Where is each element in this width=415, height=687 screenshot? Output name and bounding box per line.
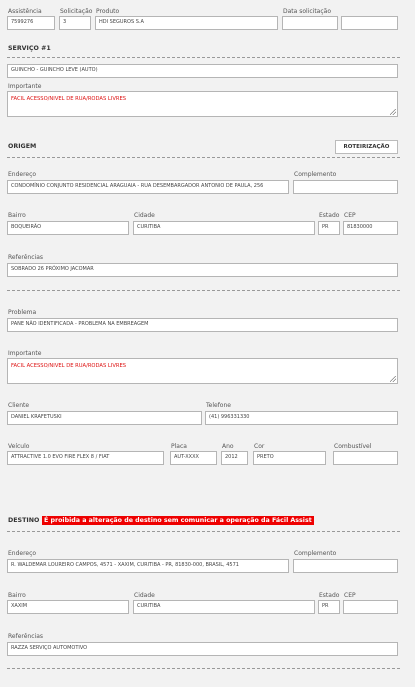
resize-grip-icon[interactable] (390, 109, 396, 115)
placa-label: Placa (171, 443, 187, 450)
origem-bairro-label: Bairro (8, 212, 26, 219)
origem-cep-label: CEP (344, 212, 356, 219)
ano-field[interactable]: 2012 (221, 451, 248, 465)
divider (7, 668, 400, 669)
destino-complemento-label: Complemento (294, 550, 337, 557)
destino-referencias-label: Referências (8, 633, 43, 640)
destino-endereco-field[interactable]: R. WALDEMAR LOUREIRO CAMPOS, 4571 - XAXIM, CURITIBA - PR, 81830-000, BRASIL, 4571 (7, 559, 289, 573)
origem-estado-label: Estado (319, 212, 340, 219)
divider (7, 157, 400, 158)
placa-field[interactable]: AUT-XXXX (170, 451, 217, 465)
divider (7, 290, 400, 291)
destino-warning-badge: É proibida a alteração de destino sem comunicar a operação da Fácil Assist (44, 517, 312, 524)
destino-bairro-field[interactable]: XAXIM (7, 600, 129, 614)
data-solicitacao-field[interactable] (282, 16, 338, 30)
destino-title: DESTINO (8, 517, 40, 524)
ano-label: Ano (222, 443, 234, 450)
origem-estado-field[interactable]: PR (318, 221, 340, 235)
servico-importante-label: Importante (8, 83, 42, 90)
problema-importante-label: Importante (8, 350, 42, 357)
roteirizacao-button[interactable]: ROTEIRIZAÇÃO (335, 140, 398, 154)
produto-field[interactable]: HDI SEGUROS S.A (95, 16, 278, 30)
origem-title: ORIGEM (8, 143, 37, 150)
origem-cep-field[interactable]: 81830000 (343, 221, 398, 235)
servico-importante-textarea[interactable] (7, 91, 398, 117)
solicitacao-label: Solicitação (60, 8, 93, 15)
veiculo-label: Veículo (8, 443, 30, 450)
combustivel-field[interactable] (333, 451, 398, 465)
telefone-label: Telefone (206, 402, 231, 409)
destino-cep-field[interactable] (343, 600, 398, 614)
produto-label: Produto (96, 8, 120, 15)
assistencia-label: Assistência (8, 8, 42, 15)
problema-label: Problema (8, 309, 37, 316)
servico-title: SERVIÇO #1 (8, 45, 51, 52)
origem-referencias-label: Referências (8, 254, 43, 261)
origem-bairro-field[interactable]: BOQUEIRÃO (7, 221, 129, 235)
assistencia-field[interactable]: 7599276 (7, 16, 55, 30)
solicitacao-field[interactable]: 3 (59, 16, 91, 30)
destino-estado-field[interactable]: PR (318, 600, 340, 614)
origem-referencias-field[interactable]: SOBRADO 26 PRÓXIMO JACOMAR (7, 263, 398, 277)
destino-cidade-field[interactable]: CURITIBA (133, 600, 315, 614)
origem-complemento-field[interactable] (293, 180, 398, 194)
cor-label: Cor (254, 443, 265, 450)
destino-estado-label: Estado (319, 592, 340, 599)
destino-cidade-label: Cidade (134, 592, 155, 599)
problema-importante-text: FACIL ACESSO/NIVEL DE RUA/RODAS LIVRES (11, 363, 127, 369)
origem-endereco-field[interactable]: CONDOMÍNIO CONJUNTO RESIDENCIAL ARAGUAIA - RUA DESEMBARGADOR ANTONIO DE PAULA, 256 (7, 180, 289, 194)
hora-solicitacao-field[interactable] (341, 16, 398, 30)
data-solicitacao-label: Data solicitação (283, 8, 332, 15)
telefone-field[interactable]: (41) 996331330 (205, 411, 398, 425)
problema-field[interactable]: PANE NÃO IDENTIFICADA - PROBLEMA NA EMBREAGEM (7, 318, 398, 332)
origem-endereco-label: Endereço (8, 171, 37, 178)
destino-referencias-field[interactable]: RAZZA SERVIÇO AUTOMOTIVO (7, 642, 398, 656)
cliente-field[interactable]: DANIEL KRAFETUSKI (7, 411, 202, 425)
origem-cidade-field[interactable]: CURITIBA (133, 221, 315, 235)
destino-cep-label: CEP (344, 592, 356, 599)
cliente-label: Cliente (8, 402, 30, 409)
divider (7, 57, 400, 58)
destino-complemento-field[interactable] (293, 559, 398, 573)
origem-complemento-label: Complemento (294, 171, 337, 178)
resize-grip-icon[interactable] (390, 376, 396, 382)
origem-cidade-label: Cidade (134, 212, 155, 219)
servico-importante-text: FACIL ACESSO/NIVEL DE RUA/RODAS LIVRES (11, 96, 127, 102)
destino-endereco-label: Endereço (8, 550, 37, 557)
cor-field[interactable]: PRETO (253, 451, 326, 465)
divider (7, 531, 400, 532)
problema-importante-textarea[interactable] (7, 358, 398, 384)
destino-bairro-label: Bairro (8, 592, 26, 599)
combustivel-label: Combustível (334, 443, 372, 450)
veiculo-field[interactable]: ATTRACTIVE 1.0 EVO FIRE FLEX 8 / FIAT (7, 451, 164, 465)
servico-tipo-field[interactable]: GUINCHO - GUINCHO LEVE (AUTO) (7, 64, 398, 78)
